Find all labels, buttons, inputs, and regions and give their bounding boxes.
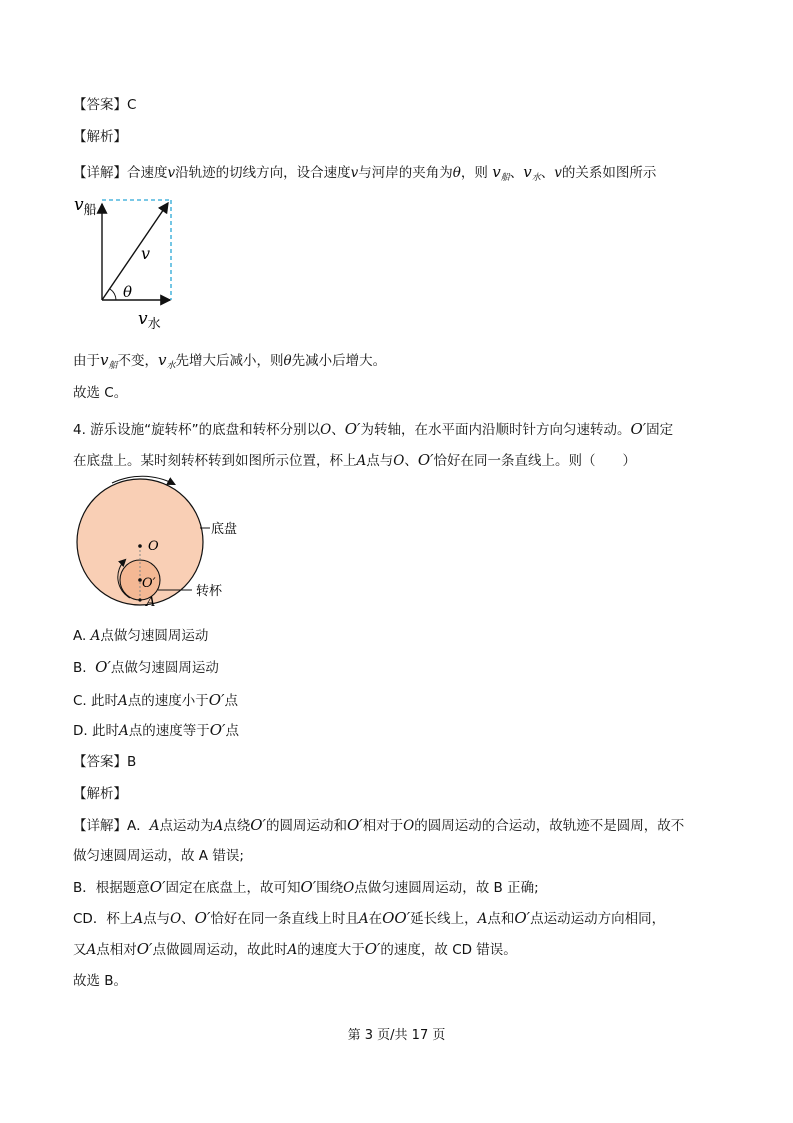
velocity-vector-diagram xyxy=(70,190,195,335)
analysis-heading: 【解析】 xyxy=(73,129,127,145)
option-C[interactable]: C. 此时A点的速度小于O′点 xyxy=(73,691,238,709)
theta-arc xyxy=(110,289,116,300)
q4-detail-line5: 又A点相对O′点做圆周运动，故此时A的速度大于O′的速度，故 CD 错误。 xyxy=(73,940,517,958)
q4-detail-line1: 【详解】A．A点运动为A点绕O′的圆周运动和O′相对于O的圆周运动的合运动，故轨迹不是圆周，故不 xyxy=(73,816,685,834)
v-boat-symbol: $v_船$ xyxy=(492,163,510,183)
detail-line: 【详解】合速度v沿轨迹的切线方向，设合速度v与河岸的夹角为θ，则 $v_船$、$v_水$、v的关系如图所示 xyxy=(73,163,657,183)
q4-detail-line4: CD．杯上A点与O、O′恰好在同一条直线上时且A在OO′延长线上，A点和O′点运动运动方向相同， xyxy=(73,909,666,927)
option-B[interactable]: B. O′点做匀速圆周运动 xyxy=(73,658,219,676)
option-A[interactable]: A. A点做匀速圆周运动 xyxy=(73,628,209,644)
q4-analysis-heading: 【解析】 xyxy=(73,786,127,802)
point-A xyxy=(138,598,141,601)
label-base: 底盘 xyxy=(211,522,238,537)
option-D[interactable]: D. 此时A点的速度等于O′点 xyxy=(73,721,239,739)
label-v-water: $v_水$ xyxy=(138,309,161,332)
q4-stem-line2: 在底盘上。某时刻转杯转到如图所示位置，杯上A点与O、O′恰好在同一条直线上。则（ ） xyxy=(73,451,637,469)
label-v-boat: $v_船$ xyxy=(74,195,97,218)
label-cup: 转杯 xyxy=(196,584,223,599)
q4-choose-line: 故选 B。 xyxy=(73,973,128,989)
conclusion-line: 由于$v_船$不变，$v_水$先增大后减小，则θ先减小后增大。 xyxy=(73,351,387,371)
q4-stem-line1: 4. 游乐设施“旋转杯”的底盘和转杯分别以O、O′为转轴，在水平面内沿顺时针方向匀速转动。O′固定 xyxy=(73,420,674,438)
v-resultant-vector xyxy=(102,203,168,300)
label-O-prime: O′ xyxy=(142,576,156,591)
label-v: v xyxy=(141,244,151,263)
choose-line-3: 故选 C。 xyxy=(73,385,128,401)
label-O: O xyxy=(148,539,159,554)
q4-detail-line2: 做匀速圆周运动，故 A 错误; xyxy=(73,848,244,864)
point-O xyxy=(138,544,142,548)
label-theta: θ xyxy=(123,283,133,301)
q4-answer: 【答案】B xyxy=(73,754,137,770)
answer-line: 【答案】C xyxy=(73,97,137,113)
page-footer: 第 3 页/共 17 页 xyxy=(347,1028,446,1043)
rotating-cup-figure xyxy=(72,472,252,617)
q4-detail-line3: B．根据题意O′固定在底盘上，故可知O′围绕O点做匀速圆周运动，故 B 正确; xyxy=(73,878,539,896)
label-A: A xyxy=(146,595,156,610)
v-water-symbol: $v_水$ xyxy=(523,163,541,183)
